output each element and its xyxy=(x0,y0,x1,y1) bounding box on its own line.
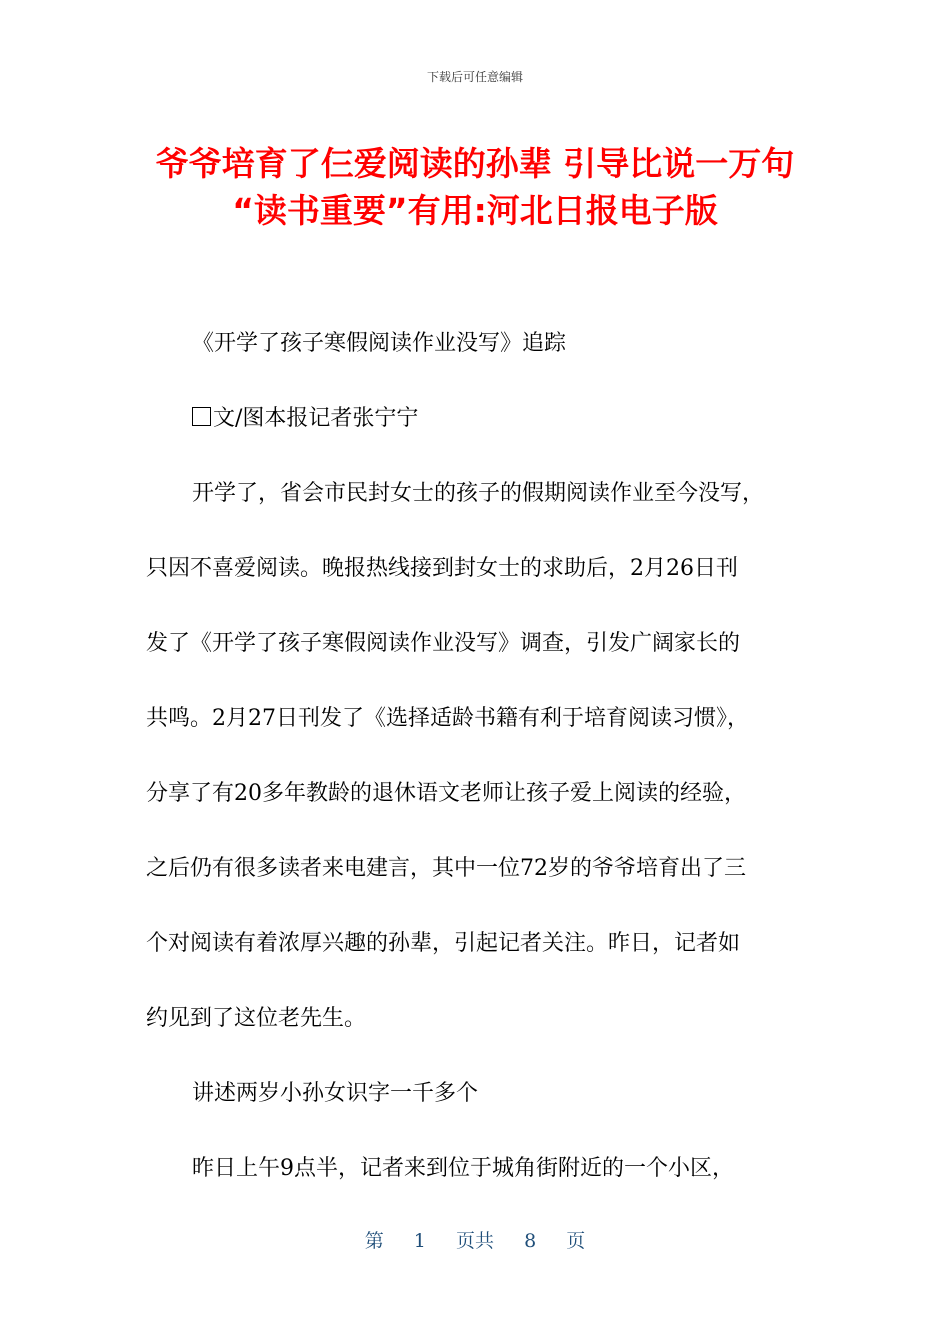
footer-page-number: 1 xyxy=(413,1230,426,1252)
title-line-1: 爷爷培育了仨爱阅读的孙辈 引导比说一万句 xyxy=(155,144,795,183)
paragraph-byline xyxy=(146,381,806,456)
byline-text: 文/图本报记者张宁宁 xyxy=(213,406,419,431)
paragraph-line: 个对阅读有着浓厚兴趣的孙辈，引起记者关注。昨日，记者如 xyxy=(146,931,741,956)
box-icon xyxy=(192,407,211,426)
paragraph-tracking-title: 《开学了孩子寒假阅读作业没写》追踪 xyxy=(192,331,567,356)
footer-total-pages: 8 xyxy=(524,1230,537,1252)
paragraph-line: 昨日上午9点半，记者来到位于城角街附近的一个小区， xyxy=(192,1156,734,1181)
article-body xyxy=(146,306,806,1206)
footer-suffix: 页 xyxy=(566,1230,586,1252)
paragraph-line: 之后仍有很多读者来电建言，其中一位72岁的爷爷培育出了三 xyxy=(146,856,746,881)
paragraph-line: 发了《开学了孩子寒假阅读作业没写》调查，引发广阔家长的 xyxy=(146,631,741,656)
paragraph-line: 共鸣。2月27日刊发了《选择适龄书籍有利于培育阅读习惯》， xyxy=(146,706,749,731)
footer-middle: 页共 xyxy=(455,1230,494,1252)
document-title xyxy=(120,140,830,234)
paragraph-line: 分享了有20多年教龄的退休语文老师让孩子爱上阅读的经验， xyxy=(146,781,746,806)
title-line-2: “读书重要”有用:河北日报电子版 xyxy=(232,191,718,230)
paragraph-line: 开学了，省会市民封女士的孩子的假期阅读作业至今没写， xyxy=(192,481,765,506)
section-heading: 讲述两岁小孙女识字一千多个 xyxy=(192,1081,479,1106)
footer-prefix: 第 xyxy=(364,1230,384,1252)
paragraph-line: 约见到了这位老先生。 xyxy=(146,1006,367,1031)
page-footer xyxy=(0,1226,950,1253)
paragraph-line: 只因不喜爱阅读。晚报热线接到封女士的求助后，2月26日刊 xyxy=(146,556,738,581)
header-note: 下载后可任意编辑 xyxy=(426,70,523,84)
